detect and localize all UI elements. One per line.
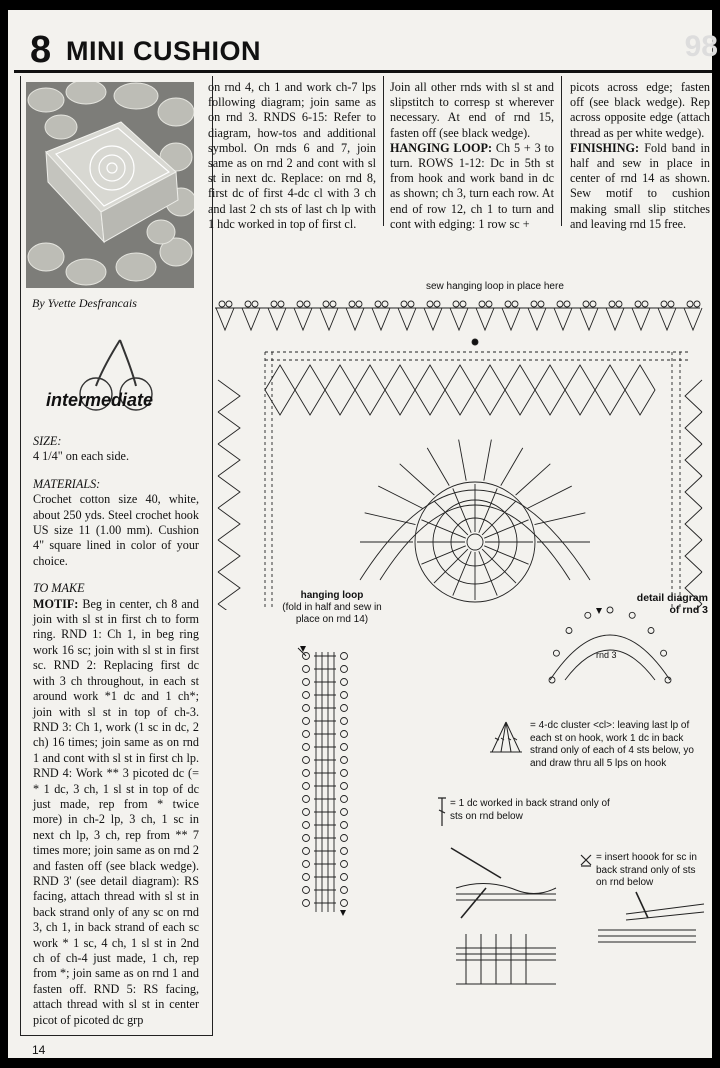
pattern-number: 8 bbox=[30, 29, 52, 71]
mesh-diamond bbox=[295, 365, 325, 415]
text-column-2 bbox=[390, 80, 554, 232]
loop-picot bbox=[303, 848, 310, 855]
picot bbox=[512, 301, 518, 307]
mesh-diamond bbox=[505, 365, 535, 415]
pattern-title: MINI CUSHION bbox=[66, 36, 261, 66]
chain-loop bbox=[476, 308, 494, 330]
motif-spoke bbox=[484, 546, 528, 564]
picot bbox=[460, 301, 466, 307]
picot bbox=[616, 301, 622, 307]
chain-loop bbox=[346, 308, 364, 330]
picot bbox=[382, 301, 388, 307]
detail-picot bbox=[648, 628, 654, 634]
chain-loop bbox=[632, 308, 650, 330]
mesh-diamond bbox=[595, 365, 625, 415]
detail-picot bbox=[607, 607, 613, 613]
hanging-loop-caption bbox=[282, 590, 382, 626]
picot bbox=[323, 301, 329, 307]
motif-spoke bbox=[453, 551, 471, 595]
legend-4dc-cluster bbox=[530, 720, 710, 770]
legend-cluster-text: = 4-dc cluster <cl>: leaving last lp of each st on hook, work 1 dc in back strand only of each of 4 sts below, yo and draw thru all 5 lps on hook bbox=[530, 720, 694, 769]
technique-sketch-sc bbox=[596, 890, 706, 950]
materials-text: Crochet cotton size 40, white, about 250 yds. Steel crochet hook US size 11 (1.00 mm). Cushion 4" square lined in color of your choice. bbox=[33, 492, 199, 568]
column-3-a: picots across edge; fasten off (see black wedge). Rep across opposite edge (attach thread as per white wedge). bbox=[570, 80, 710, 140]
loop-picot bbox=[341, 783, 348, 790]
picot bbox=[642, 301, 648, 307]
motif-spoke bbox=[421, 520, 465, 538]
chain-loop bbox=[242, 308, 260, 330]
picot bbox=[486, 301, 492, 307]
bleed-through-number: 98 bbox=[684, 30, 718, 63]
motif-spoke bbox=[479, 551, 497, 595]
materials-label: MATERIALS: bbox=[33, 476, 101, 491]
detail-picot bbox=[661, 650, 667, 656]
motif-spoke bbox=[482, 549, 516, 583]
side-loop bbox=[218, 572, 240, 604]
picot bbox=[356, 301, 362, 307]
motif-spoke bbox=[484, 520, 528, 538]
hanging-loop-note: (fold in half and sew in place on rnd 14) bbox=[282, 602, 382, 625]
sew-hanging-loop-label: sew hanging loop in place here bbox=[426, 281, 564, 292]
loop-picot bbox=[341, 900, 348, 907]
mesh-diamond bbox=[265, 365, 295, 415]
loop-picot bbox=[303, 731, 310, 738]
side-loop bbox=[685, 540, 702, 572]
picot bbox=[590, 301, 596, 307]
legend-dc-back-strand bbox=[450, 798, 610, 823]
motif-spoke bbox=[479, 488, 497, 532]
detail-title: detail diagram bbox=[636, 592, 708, 604]
hanging-loop-text bbox=[390, 141, 554, 232]
loop-picot bbox=[303, 666, 310, 673]
left-border bbox=[20, 76, 21, 1036]
picot bbox=[538, 301, 544, 307]
picot bbox=[453, 301, 459, 307]
side-loop bbox=[685, 380, 702, 412]
picot bbox=[661, 301, 667, 307]
fan-stitch bbox=[365, 513, 416, 525]
motif-spoke bbox=[421, 546, 465, 564]
motif-spoke bbox=[453, 488, 471, 532]
fan-stitch bbox=[484, 440, 492, 481]
side-loop bbox=[218, 380, 240, 412]
motif-spoke bbox=[434, 549, 468, 583]
picot bbox=[226, 301, 232, 307]
chain-loop bbox=[268, 308, 286, 330]
fan-stitch bbox=[427, 448, 449, 486]
text-column-3 bbox=[570, 80, 710, 232]
loop-picot bbox=[341, 653, 348, 660]
loop-picot bbox=[303, 835, 310, 842]
chain-loop bbox=[658, 308, 676, 330]
fan-stitch bbox=[378, 486, 423, 508]
fan-stitch bbox=[516, 464, 551, 495]
round-motif bbox=[360, 440, 590, 602]
mesh-diamond bbox=[475, 365, 505, 415]
fan-stitch bbox=[534, 513, 585, 525]
picot bbox=[479, 301, 485, 307]
chain-loop bbox=[554, 308, 572, 330]
loop-picot bbox=[303, 744, 310, 751]
picot bbox=[694, 301, 700, 307]
side-loop bbox=[685, 508, 702, 540]
left-column-text bbox=[33, 434, 199, 1028]
loop-picot bbox=[303, 757, 310, 764]
picot bbox=[297, 301, 303, 307]
loop-picot bbox=[341, 705, 348, 712]
loop-picot bbox=[303, 705, 310, 712]
motif-body: Beg in center, ch 8 and join with sl st in first ch to form ring. RND 1: Ch 1, in beg ring work 16 sc; join with sl st in first sc. RND 2: Replacing first dc with 3 ch throughout, in each st around work *1 dc and 1 ch*; join with sl st in top of ch-3. RND 3: Ch 1, work (1 sc in dc, 2 ch) 16 times; join same as on rnd 1 and cont with sl st in first ch lp. RND 4: Work ** 3 picoted dc (= * 1 dc, 3 ch, 1 sl st in top of dc just made, rep from * twice more) in ch-2 lp, 3 ch, 1 sc in next ch lp, 3 ch, rep from ** 7 times more; join same as on rnd 2 and fasten off (see black wedge). RND 3' (see detail diagram): RS facing, attach thread with sl st in back strand only of any sc on rnd 3, ch 1, in back strand of each sc work * 1 sc, 4 ch, 1 sl st in 2nd ch of ch-4 just made, 1 ch, rep from *; join same as on rnd 1 and fasten off. RND 5: RS facing, attach thread with sl st in center picot of picoted dc grp bbox=[33, 596, 199, 1027]
size-text: 4 1/4" on each side. bbox=[33, 449, 130, 464]
picot bbox=[271, 301, 277, 307]
picot bbox=[219, 301, 225, 307]
loop-picot bbox=[341, 861, 348, 868]
text-divider-2 bbox=[561, 76, 562, 226]
detail-diagram-rnd-3 bbox=[540, 600, 680, 692]
loop-picot bbox=[303, 770, 310, 777]
cushion-photo bbox=[26, 82, 194, 288]
chain-loop bbox=[502, 308, 520, 330]
dc-back-strand-icon bbox=[436, 796, 448, 828]
motif-heading: MOTIF: bbox=[33, 596, 79, 611]
picot bbox=[401, 301, 407, 307]
picot bbox=[434, 301, 440, 307]
picot bbox=[330, 301, 336, 307]
hanging-loop-body: Ch 5 + 3 to turn. ROWS 1-12: Dc in 5th st from hook and work band in dc as shown; ch 3, turn each row. At end of row 12, ch 1 to turn and cont with edging: 1 row sc + bbox=[390, 140, 555, 231]
mesh-diamond bbox=[535, 365, 565, 415]
picot bbox=[635, 301, 641, 307]
picot bbox=[609, 301, 615, 307]
column-1-text: on rnd 4, ch 1 and work ch-7 lps following diagram; join same as on rnd 3. RNDS 6-15: Refer to diagram, how-tos and additional symbol. On rnds 6 and 7, join same as on rnd 2 and cont with sl st in next dc. Replace: on rnd 8, first dc of first 4-dc cl with 3 ch and last 2 ch sts of last ch lp with 1 hdc worked in top of first cl. bbox=[208, 80, 376, 231]
chain-loop bbox=[424, 308, 442, 330]
technique-sketch-dc bbox=[446, 838, 566, 992]
picot bbox=[531, 301, 537, 307]
page-number: 14 bbox=[32, 1043, 46, 1057]
picot bbox=[668, 301, 674, 307]
loop-picot bbox=[341, 718, 348, 725]
loop-picot bbox=[341, 744, 348, 751]
loop-picot bbox=[303, 692, 310, 699]
loop-picot bbox=[303, 887, 310, 894]
detail-picot bbox=[549, 677, 555, 683]
picot bbox=[408, 301, 414, 307]
chain-loop bbox=[528, 308, 546, 330]
loop-picot bbox=[341, 848, 348, 855]
side-loop bbox=[218, 444, 240, 476]
loop-picot bbox=[341, 874, 348, 881]
fan-stitch bbox=[459, 440, 467, 481]
side-loop bbox=[218, 412, 240, 444]
fan-stitch bbox=[527, 486, 572, 508]
side-loop bbox=[218, 540, 240, 572]
chain-loop bbox=[684, 308, 702, 330]
loop-picot bbox=[341, 757, 348, 764]
picot-edging bbox=[215, 301, 702, 330]
picot bbox=[427, 301, 433, 307]
side-loop bbox=[218, 508, 240, 540]
loop-picot bbox=[341, 809, 348, 816]
chain-loop bbox=[450, 308, 468, 330]
detail-picot bbox=[629, 612, 635, 618]
chain-loop bbox=[372, 308, 390, 330]
size-label: SIZE: bbox=[33, 434, 62, 448]
picot bbox=[245, 301, 251, 307]
detail-picot bbox=[553, 650, 559, 656]
loop-picot bbox=[303, 679, 310, 686]
side-loop bbox=[218, 476, 240, 508]
detail-picot bbox=[665, 677, 671, 683]
side-loop bbox=[685, 444, 702, 476]
fan-stitch bbox=[501, 448, 523, 486]
hanging-loop-heading: HANGING LOOP: bbox=[390, 140, 493, 155]
chain-loop bbox=[606, 308, 624, 330]
hanging-loop-title: hanging loop bbox=[300, 590, 364, 601]
crochet-chart bbox=[210, 280, 710, 610]
loop-picot bbox=[303, 861, 310, 868]
picot bbox=[304, 301, 310, 307]
loop-picot bbox=[341, 770, 348, 777]
column-2-a: Join all other rnds with sl st and slipstitch to corresp st wherever necessary. At end of rnd 15, fasten off (see black wedge). bbox=[390, 80, 554, 140]
picot bbox=[583, 301, 589, 307]
mesh-diamond bbox=[565, 365, 595, 415]
chain-loop bbox=[216, 308, 234, 330]
mesh-diamond bbox=[445, 365, 475, 415]
designer-byline: By Yvette Desfrancais bbox=[32, 296, 137, 310]
detail-picot bbox=[566, 628, 572, 634]
picot bbox=[687, 301, 693, 307]
text-column-1 bbox=[208, 80, 376, 232]
loop-picot bbox=[303, 783, 310, 790]
hook-insert-icon bbox=[578, 852, 594, 868]
title-bar bbox=[14, 29, 718, 73]
side-loop bbox=[218, 604, 240, 610]
loop-picot bbox=[341, 835, 348, 842]
chain-loop bbox=[320, 308, 338, 330]
loop-picot bbox=[341, 666, 348, 673]
detail-rnd-label: rnd 3 bbox=[596, 650, 617, 660]
mesh-diamond bbox=[385, 365, 415, 415]
legend-dc-text: = 1 dc worked in back strand only of sts on rnd below bbox=[450, 798, 610, 822]
finishing-text bbox=[570, 141, 710, 232]
picot bbox=[349, 301, 355, 307]
finishing-body: Fold band in half and sew in place in center of rnd 14 as shown. Sew motif to cushion making small slip stitches and leaving rnd 15 free. bbox=[570, 140, 710, 231]
4-dc-cluster-icon bbox=[486, 718, 526, 758]
picot bbox=[278, 301, 284, 307]
loop-picot bbox=[341, 796, 348, 803]
to-make-label: TO MAKE bbox=[33, 581, 85, 596]
mesh-diamond bbox=[325, 365, 355, 415]
finishing-heading: FINISHING: bbox=[570, 140, 640, 155]
picot bbox=[557, 301, 563, 307]
loop-picot bbox=[303, 874, 310, 881]
text-divider-1 bbox=[383, 76, 384, 226]
loop-picot bbox=[303, 718, 310, 725]
detail-round: of rnd 3 bbox=[669, 604, 708, 616]
chain-loop bbox=[398, 308, 416, 330]
detail-picot bbox=[585, 612, 591, 618]
motif-text bbox=[33, 597, 199, 1028]
side-loop bbox=[685, 476, 702, 508]
loop-picot bbox=[303, 809, 310, 816]
picot bbox=[564, 301, 570, 307]
loop-picot bbox=[341, 822, 348, 829]
mesh-diamond bbox=[355, 365, 385, 415]
chain-loop bbox=[580, 308, 598, 330]
legend-insert-hook bbox=[596, 852, 708, 890]
loop-picot bbox=[303, 822, 310, 829]
picot bbox=[375, 301, 381, 307]
skill-level: intermediate bbox=[46, 390, 154, 410]
legend-insert-text: = insert hoook for sc in back strand only of sts on rnd below bbox=[596, 852, 697, 888]
loop-picot bbox=[303, 900, 310, 907]
chain-loop bbox=[294, 308, 312, 330]
loop-picot bbox=[303, 796, 310, 803]
loop-picot bbox=[341, 679, 348, 686]
picot bbox=[252, 301, 258, 307]
picot bbox=[505, 301, 511, 307]
hanging-loop-chart bbox=[292, 642, 358, 920]
bottom-border bbox=[20, 1035, 213, 1036]
mesh-diamond bbox=[625, 365, 655, 415]
mesh-diamond bbox=[415, 365, 445, 415]
side-loop bbox=[685, 412, 702, 444]
fan-stitch bbox=[400, 464, 435, 495]
loop-picot bbox=[341, 692, 348, 699]
loop-picot bbox=[341, 887, 348, 894]
loop-picot bbox=[341, 731, 348, 738]
